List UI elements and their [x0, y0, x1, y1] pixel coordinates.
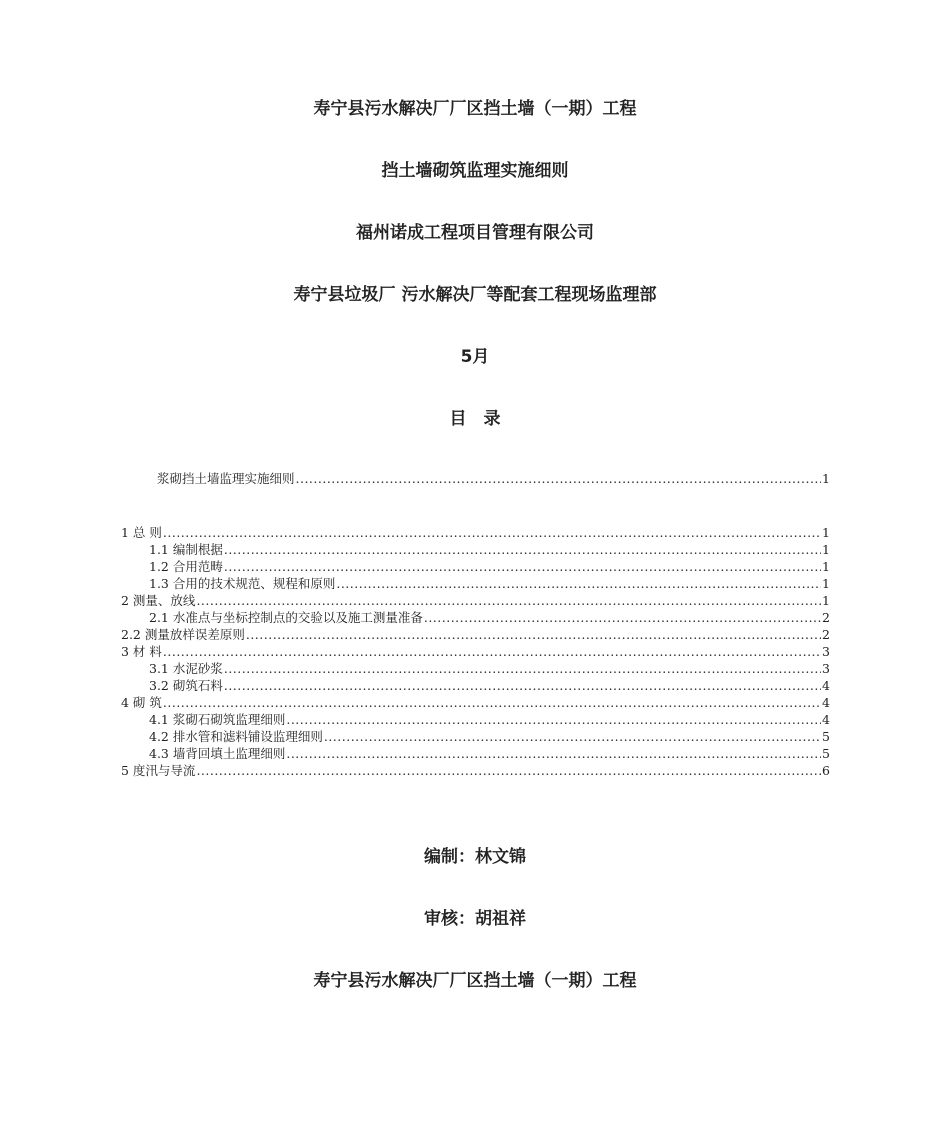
toc-leader-dots [224, 541, 821, 558]
toc-leader-dots [286, 745, 821, 762]
toc-leader-dots [163, 524, 821, 541]
toc-entry-label: 2 测量、放线 [121, 593, 196, 608]
toc-entry-main[interactable] [157, 470, 830, 487]
toc-entry-2-1[interactable] [149, 609, 830, 626]
toc-entry-page: 1 [822, 542, 830, 557]
toc-entry-label: 3.2 砌筑石料 [149, 678, 223, 693]
supervision-department: 寿宁县垃圾厂 污水解决厂等配套工程现场监理部 [293, 285, 657, 305]
toc-entry-page: 1 [822, 525, 830, 540]
toc-entry-page: 1 [822, 576, 830, 591]
project-title: 寿宁县污水解决厂厂区挡土墙（一期）工程 [313, 99, 637, 119]
toc-entry-3-1[interactable] [149, 660, 830, 677]
toc-entry-label: 4.2 排水管和滤料铺设监理细则 [149, 729, 323, 744]
toc-entry-page: 1 [822, 471, 830, 486]
toc-entry-page: 3 [822, 644, 830, 659]
reviewed-by: 审核：胡祖祥 [424, 909, 526, 929]
toc-entry-label: 浆砌挡土墙监理实施细则 [157, 471, 295, 486]
document-date: 5月 [460, 347, 490, 367]
toc-entry-page: 1 [822, 559, 830, 574]
toc-entry-label: 2.1 水准点与坐标控制点的交验以及施工测量准备 [149, 610, 423, 625]
toc-entry-page: 5 [822, 729, 830, 744]
toc-entry-1-1[interactable] [149, 541, 830, 558]
toc-leader-dots [336, 575, 821, 592]
toc-entry-page: 2 [822, 610, 830, 625]
toc-leader-dots [163, 694, 821, 711]
toc-entry-3-2[interactable] [149, 677, 830, 694]
toc-leader-dots [196, 592, 821, 609]
toc-entry-3[interactable] [121, 643, 830, 660]
toc-entry-4[interactable] [121, 694, 830, 711]
toc-leader-dots [163, 643, 821, 660]
toc-entry-5[interactable] [121, 762, 830, 779]
toc-entry-2[interactable] [121, 592, 830, 609]
toc-entry-label: 1.1 编制根据 [149, 542, 223, 557]
compiled-by: 编制：林文锦 [424, 847, 526, 867]
toc-entry-page: 4 [822, 712, 830, 727]
toc-entry-page: 3 [822, 661, 830, 676]
toc-leader-dots [224, 558, 821, 575]
toc-leader-dots [296, 470, 822, 487]
toc-leader-dots [246, 626, 821, 643]
toc-entry-label: 3 材 料 [121, 644, 162, 659]
company-name: 福州诺成工程项目管理有限公司 [356, 223, 594, 243]
toc-entry-1[interactable] [121, 524, 830, 541]
toc-entry-label: 1.2 合用范畴 [149, 559, 223, 574]
toc-entry-2-2[interactable] [121, 626, 830, 643]
toc-entry-label: 1.3 合用的技术规范、规程和原则 [149, 576, 336, 591]
toc-entry-page: 4 [822, 678, 830, 693]
toc-entry-page: 5 [822, 746, 830, 761]
toc-entry-page: 6 [822, 763, 830, 778]
toc-entry-label: 4.3 墙背回填土监理细则 [149, 746, 286, 761]
toc-leader-dots [424, 609, 821, 626]
toc-leader-dots [224, 677, 821, 694]
toc-entry-1-2[interactable] [149, 558, 830, 575]
toc-title: 目 录 [449, 409, 501, 429]
toc-entry-label: 4 砌 筑 [121, 695, 162, 710]
toc-leader-dots [286, 711, 821, 728]
toc-entry-label: 3.1 水泥砂浆 [149, 661, 223, 676]
toc-entry-page: 2 [822, 627, 830, 642]
toc-entry-4-2[interactable] [149, 728, 830, 745]
toc-entry-4-1[interactable] [149, 711, 830, 728]
footer-project-title: 寿宁县污水解决厂厂区挡土墙（一期）工程 [313, 971, 637, 991]
document-title: 挡土墙砌筑监理实施细则 [381, 161, 569, 181]
toc-entry-page: 4 [822, 695, 830, 710]
toc-entry-label: 4.1 浆砌石砌筑监理细则 [149, 712, 286, 727]
toc-entry-page: 1 [822, 593, 830, 608]
toc-leader-dots [196, 762, 821, 779]
toc-entry-label: 5 度汛与导流 [121, 763, 196, 778]
toc-entry-4-3[interactable] [149, 745, 830, 762]
toc-entry-label: 2.2 测量放样误差原则 [121, 627, 245, 642]
toc-entry-label: 1 总 则 [121, 525, 162, 540]
toc-leader-dots [324, 728, 821, 745]
toc-leader-dots [224, 660, 821, 677]
toc-entry-1-3[interactable] [149, 575, 830, 592]
